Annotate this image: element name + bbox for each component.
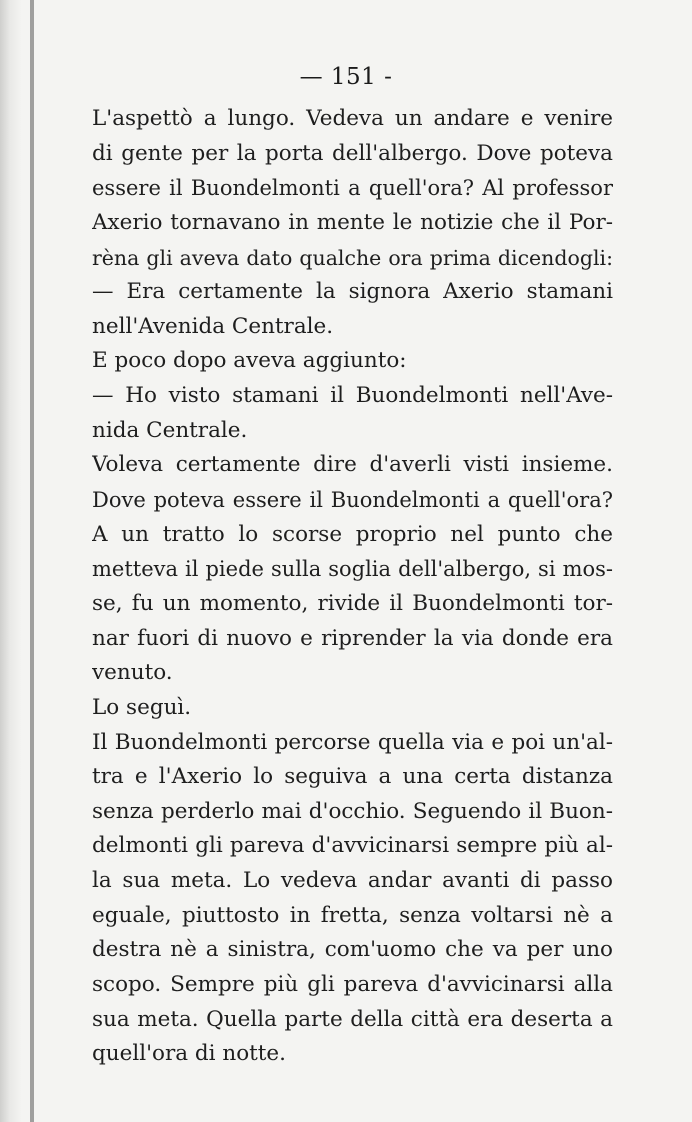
binding-edge-line: [30, 0, 34, 1122]
text-line: la sua meta. Lo vedeva andar avanti di passo: [92, 868, 613, 894]
text-line: metteva il piede sulla soglia dell'albergo, si mos-: [92, 557, 613, 582]
text-line: tra e l'Axerio lo seguiva a una certa distanza: [92, 764, 613, 790]
text-line: se, fu un momento, rivide il Buondelmonti tor-: [92, 590, 613, 616]
text-line: Il Buondelmonti percorse quella via e poi un'al-: [92, 729, 613, 755]
text-line: — Era certamente la signora Axerio stamani: [92, 279, 613, 305]
text-line: nar fuori di nuovo e riprender la via donde era: [92, 625, 613, 651]
page-number: — 151 -: [299, 64, 393, 90]
text-line: sua meta. Quella parte della città era deserta a: [92, 1006, 613, 1032]
text-line: quell'ora di notte.: [92, 1041, 286, 1067]
text-line: E poco dopo aveva aggiunto:: [92, 348, 407, 374]
body-text: [92, 102, 613, 1072]
text-line: nida Centrale.: [92, 417, 248, 443]
text-line: A un tratto lo scorse proprio nel punto che: [92, 521, 613, 547]
text-line: Axerio tornavano in mente le notizie che il Por-: [92, 209, 613, 235]
text-line: senza perderlo mai d'occhio. Seguendo il Buon-: [92, 798, 613, 824]
text-line: rèna gli aveva dato qualche ora prima dicendogli:: [92, 245, 613, 270]
text-line: — Ho visto stamani il Buondelmonti nell'Ave-: [92, 383, 613, 409]
text-line: Lo seguì.: [92, 694, 192, 720]
text-line: di gente per la porta dell'albergo. Dove poteva: [92, 140, 613, 166]
text-line: nell'Avenida Centrale.: [92, 313, 334, 339]
text-line: delmonti gli pareva d'avvicinarsi sempre più al-: [92, 833, 613, 859]
text-line: essere il Buondelmonti a quell'ora? Al professor: [92, 176, 613, 201]
text-line: destra nè a sinistra, com'uomo che va per uno: [92, 937, 613, 963]
text-line: eguale, piuttosto in fretta, senza voltarsi nè a: [92, 902, 613, 928]
text-line: L'aspettò a lungo. Vedeva un andare e venire: [92, 106, 613, 131]
text-line: scopo. Sempre più gli pareva d'avvicinarsi alla: [92, 972, 613, 998]
text-line: Voleva certamente dire d'averli visti insieme.: [92, 452, 613, 478]
text-line: Dove poteva essere il Buondelmonti a quell'ora?: [92, 488, 613, 513]
text-line: venuto.: [92, 660, 173, 686]
page-gutter-shadow: [0, 0, 22, 1122]
